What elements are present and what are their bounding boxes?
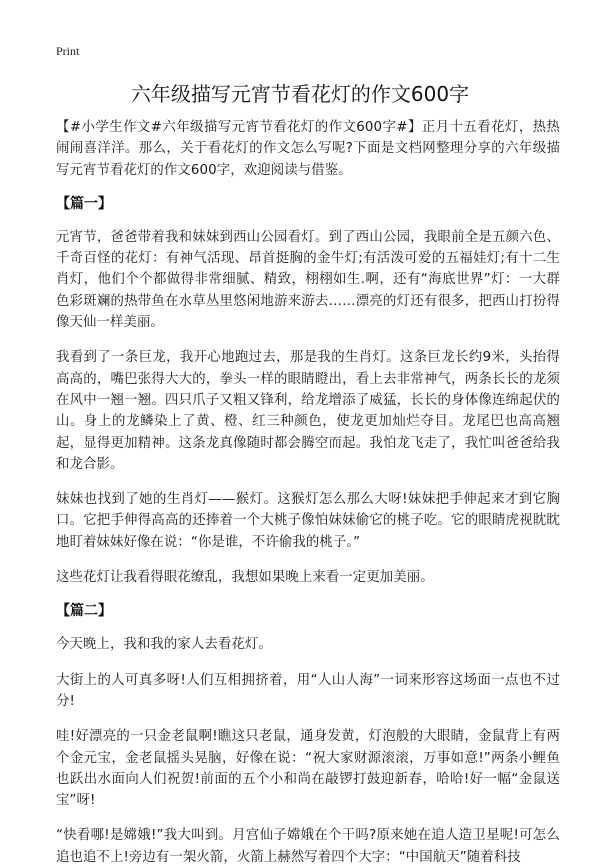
section-1-paragraph-1: 元宵节，爸爸带着我和妹妹到西山公园看灯。到了西山公园，我眼前全是五颜六色、千奇百怪的花灯：有神气活现、昂首挺胸的金牛灯;有活泼可爱的五福娃灯;有十二生肖灯，他们个个都做得非常细腻、精致，栩栩如生.啊，还有“海底世界”灯：一大群色彩斑斓的热带鱼在水草丛里悠闲地游来游去……漂亮的灯还有很多，把西山打扮得像天仙一样美丽。 [56, 229, 560, 331]
section-heading-2: 【篇二】 [56, 603, 112, 620]
section-2-paragraph-3: 哇!好漂亮的一只金老鼠啊!瞧这只老鼠，通身发黄，灯泡般的大眼睛，金鼠背上有两个金元宝，金老鼠摇头晃脑，好像在说：“祝大家财源滚滚，万事如意!”两条小鲤鱼也跃出水面向人们祝贺!前面的五个小和尚在敲锣打鼓迎新春，哈哈!好一幅“金鼠送宝”呀! [56, 729, 560, 809]
intro-paragraph: 【#小学生作文#六年级描写元宵节看花灯的作文600字#】正月十五看花灯，热热闹闹喜洋洋。那么，关于看花灯的作文怎么写呢?下面是文档网整理分享的六年级描写元宵节看花灯的作文600字，欢迎阅读与借鉴。 [56, 120, 560, 178]
section-2-paragraph-1: 今天晚上，我和我的家人去看花灯。 [56, 637, 272, 653]
section-2-paragraph-4: “快看哪!是嫦娥!”我大叫到。月宫仙子嫦娥在个干吗?原来她在追人造卫星呢!可怎么追也追不上!旁边有一架火箭，火箭上赫然写着四个大字：“中国航天”随着科技 [56, 828, 560, 865]
article-title: 六年级描写元宵节看花灯的作文600字 [130, 82, 470, 106]
section-heading-1: 【篇一】 [56, 195, 112, 212]
section-2-paragraph-2: 大街上的人可真多呀!人们互相拥挤着，用“人山人海”一词来形容这场面一点也不过分! [56, 672, 560, 709]
section-1-paragraph-3: 妹妹也找到了她的生肖灯——猴灯。这猴灯怎么那么大呀!妹妹把手伸起来才到它胸口。它把手伸得高高的还捧着一个大桃子像怕妹妹偷它的桃子吃。它的眼睛虎视眈眈地盯着妹妹好像在说：“你是谁，不许偷我的桃子。” [56, 492, 560, 550]
print-label: Print [56, 44, 80, 58]
section-1-paragraph-4: 这些花灯让我看得眼花缭乱，我想如果晚上来看一定更加美丽。 [56, 570, 434, 586]
article-body [56, 117, 560, 868]
section-1-paragraph-2: 我看到了一条巨龙，我开心地跑过去，那是我的生肖灯。这条巨龙长约9米，头抬得高高的，嘴巴张得大大的，拳头一样的眼睛瞪出，看上去非常神气，两条长长的龙须在风中一翘一翘。四只爪子又粗又锋利，给龙增添了威猛，长长的身体像连绵起伏的山。身上的龙鳞染上了黄、橙、红三种颜色，使龙更加灿烂夺目。龙尾巴也高高翘起，显得更加精神。这条龙真像随时都会腾空而起。我怕龙飞走了，我忙叫爸爸给我和龙合影。 [56, 350, 560, 472]
